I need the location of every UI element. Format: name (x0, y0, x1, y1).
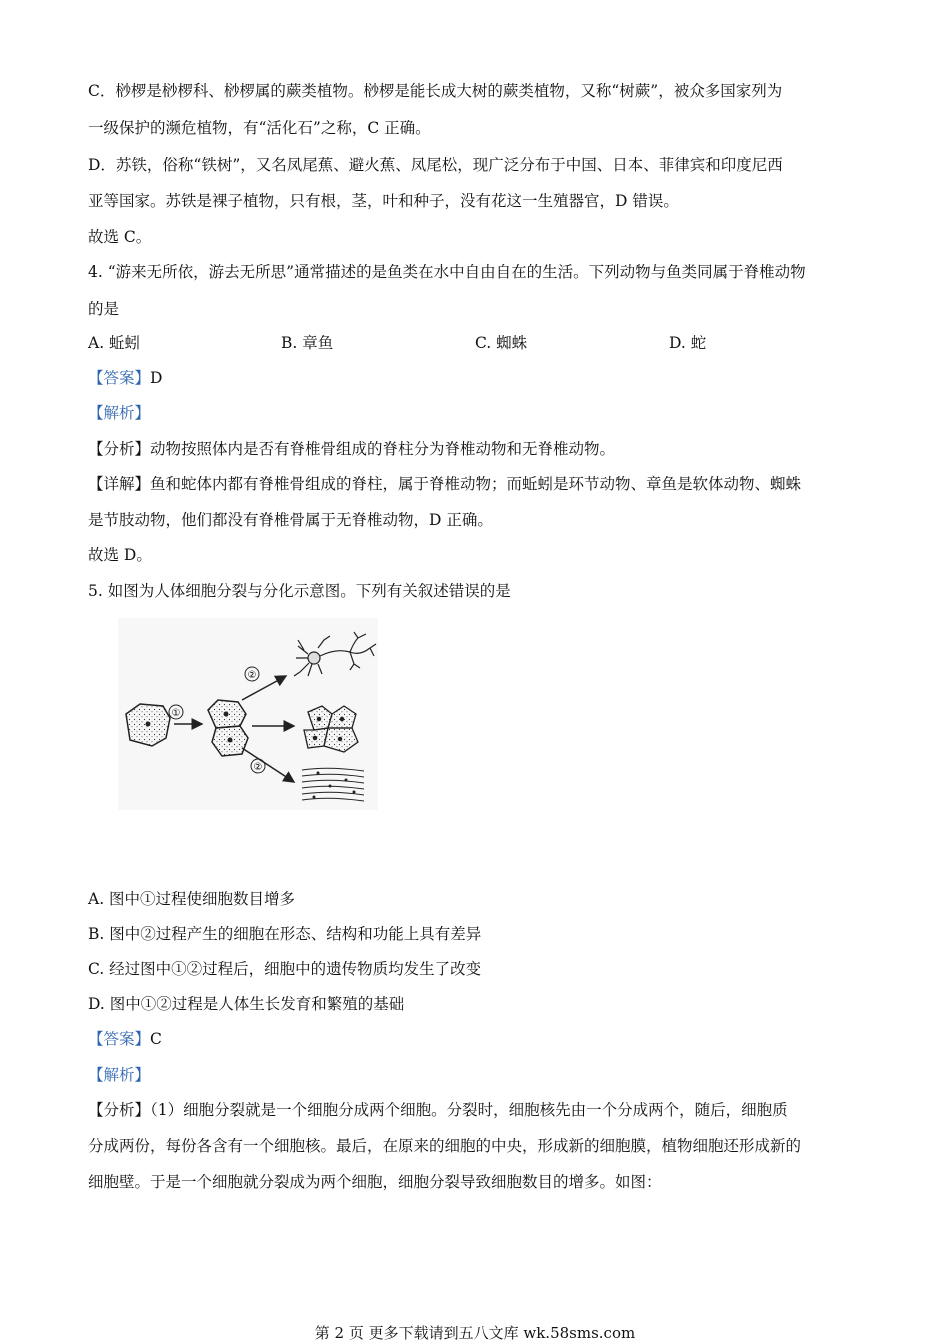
q4-option-b: B. 章鱼 (281, 334, 334, 352)
fenxi-tag: 【分析】 (88, 440, 151, 458)
q4-answer (88, 367, 162, 389)
q5-option-d: D. 图中①②过程是人体生长发育和繁殖的基础 (88, 995, 405, 1013)
q4-conclusion: 故选 D。 (88, 546, 152, 564)
label-process-2-top: ② (247, 670, 257, 681)
q5-fenxi-line3: 细胞壁。于是一个细胞就分裂成为两个细胞，细胞分裂导致细胞数目的增多。如图： (88, 1173, 662, 1191)
q4-stem-line2: 的是 (88, 300, 120, 318)
q3-option-d-line1: D．苏铁，俗称“铁树”，又名凤尾蕉、避火蕉、凤尾松，现广泛分布于中国、日本、菲律宾和印度尼西 (88, 156, 783, 174)
cell-division-differentiation-figure (118, 618, 378, 810)
q4-option-a: A. 蚯蚓 (88, 334, 141, 352)
q5-option-b: B. 图中②过程产生的细胞在形态、结构和功能上具有差异 (88, 925, 482, 943)
answer-tag: 【答案】 (88, 1030, 151, 1048)
label-process-2-bottom: ② (253, 762, 263, 773)
detail-tag: 【详解】 (88, 475, 151, 493)
q4-stem-line1: 4. “游来无所依，游去无所思”通常描述的是鱼类在水中自由自在的生活。下列动物与鱼类同属于脊椎动物 (88, 263, 806, 281)
q5-option-c: C. 经过图中①②过程后，细胞中的遗传物质均发生了改变 (88, 960, 482, 978)
q4-option-c: C. 蜘蛛 (475, 334, 528, 352)
fenxi-tag: 【分析】 (88, 1101, 151, 1119)
q4-fenxi (88, 438, 615, 460)
q3-conclusion: 故选 C。 (88, 228, 152, 246)
q3-option-c-line2: 一级保护的濒危植物，有“活化石”之称，C 正确。 (88, 119, 431, 137)
q3-option-c-line1: C．桫椤是桫椤科、桫椤属的蕨类植物。桫椤是能长成大树的蕨类植物，又称“树蕨”，被众多国家列为 (88, 82, 783, 100)
q5-fenxi-line1 (88, 1099, 788, 1121)
page-footer: 第 2 页 更多下载请到五八文库 wk.58sms.com (314, 1324, 636, 1342)
q5-answer (88, 1028, 162, 1050)
q3-option-d-line2: 亚等国家。苏铁是裸子植物，只有根，茎，叶和种子，没有花这一生殖器官，D 错误。 (88, 192, 679, 210)
label-process-1: ① (171, 708, 181, 719)
q5-option-a: A. 图中①过程使细胞数目增多 (88, 890, 296, 908)
fenxi-text: 动物按照体内是否有脊椎骨组成的脊柱分为脊椎动物和无脊椎动物。 (150, 440, 616, 458)
detail-text: 鱼和蛇体内都有脊椎骨组成的脊柱，属于脊椎动物；而蚯蚓是环节动物、章鱼是软体动物、蜘蛛 (150, 475, 802, 493)
q4-detail-line2: 是节肢动物，他们都没有脊椎骨属于无脊椎动物，D 正确。 (88, 511, 493, 529)
q4-detail-line1 (88, 473, 801, 495)
answer-tag: 【答案】 (88, 369, 151, 387)
q4-analysis-tag: 【解析】 (88, 404, 151, 422)
fenxi-text: （1）细胞分裂就是一个细胞分成两个细胞。分裂时，细胞核先由一个分成两个，随后，细胞质 (150, 1101, 788, 1119)
answer-value: C (150, 1030, 162, 1048)
answer-value: D (150, 369, 163, 387)
q5-fenxi-line2: 分成两份，每份各含有一个细胞核。最后，在原来的细胞的中央，形成新的细胞膜，植物细胞还形成新的 (88, 1137, 802, 1155)
q5-stem: 5. 如图为人体细胞分裂与分化示意图。下列有关叙述错误的是 (88, 582, 511, 600)
q5-analysis-tag: 【解析】 (88, 1066, 151, 1084)
q4-option-d: D. 蛇 (669, 334, 707, 352)
